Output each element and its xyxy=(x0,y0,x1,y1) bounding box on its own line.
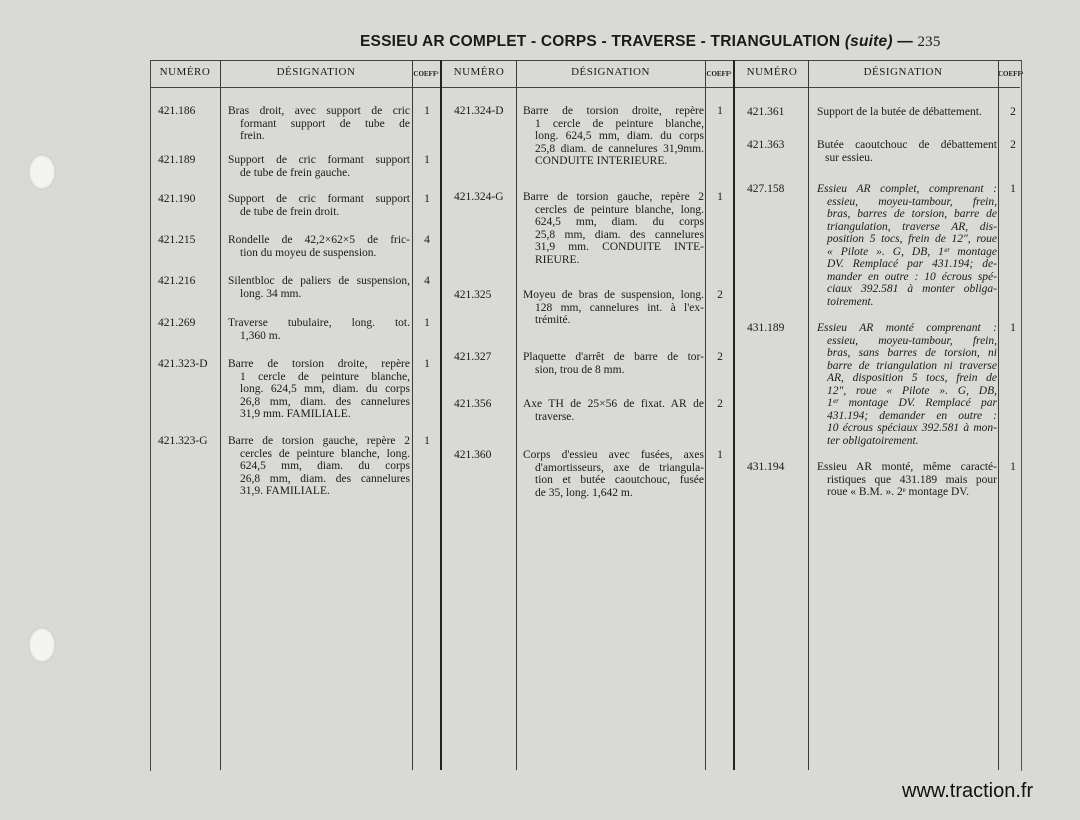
part-qty: 2 xyxy=(1010,106,1016,118)
column-rule xyxy=(808,60,809,770)
part-number: 421.215 xyxy=(158,234,196,246)
part-number: 421.360 xyxy=(454,449,492,461)
column-group-rule xyxy=(733,60,735,770)
part-qty: 1 xyxy=(1010,322,1016,334)
part-number: 421.327 xyxy=(454,351,492,363)
column-group-rule xyxy=(440,60,442,770)
col-head-coeff-1: COEFFᵗ xyxy=(413,70,439,78)
page-header xyxy=(360,33,1010,55)
part-designation: Axe TH de 25×56 de fixat. AR de traverse. xyxy=(523,398,704,423)
part-qty: 1 xyxy=(717,105,723,117)
part-designation: Traverse tubulaire, long. tot. 1,360 m. xyxy=(228,317,410,342)
part-designation: Plaquette d'arrêt de barre de tor- sion, trou de 8 mm. xyxy=(523,351,704,376)
part-qty: 1 xyxy=(424,358,430,370)
part-number: 421.323-G xyxy=(158,435,208,447)
part-qty: 1 xyxy=(424,193,430,205)
column-rule xyxy=(220,60,221,770)
part-number: 421.324-D xyxy=(454,105,504,117)
part-designation: Rondelle de 42,2×62×5 de fric- tion du moyeu de suspension. xyxy=(228,234,410,259)
site-watermark: www.traction.fr xyxy=(902,780,1034,802)
column-rule xyxy=(412,60,413,770)
part-designation: Essieu AR monté comprenant : essieu, moyeu-tambour, frein, bras, sans barres de torsion, ni barre de triangulation ni traverse AR, disposition 5 tocs, frein de 12", roue « Pilote ». G, DB, 1ᵉʳ montage DV. Remplacé par 431.194; demander en outre : 10 écrous spéciaux 392.581 à mon- ter obligatoirement. xyxy=(817,322,997,447)
part-designation: Essieu AR complet, comprenant : essieu, moyeu-tambour, frein, bras, barres de torsion, barre de triangulation, traverse AR, dis- position 5 tocs, frein de 12", roue « Pilote ». G, DB, 1ᵉʳ montage DV. Remplacé par 431.194; de- mander en outre : 10 écrous spé- ciaux 392.581 à monter obliga- toirement. xyxy=(817,183,997,308)
part-qty: 1 xyxy=(1010,183,1016,195)
part-designation: Barre de torsion gauche, repère 2 cercles de peinture blanche, long. 624,5 mm, diam. du corps 26,8 mm, diam. des cannelures 31,9. FAMILIALE. xyxy=(228,435,410,497)
col-head-numero-3: NUMÉRO xyxy=(746,66,798,78)
part-number: 421.361 xyxy=(747,106,785,118)
part-number: 421.323-D xyxy=(158,358,208,370)
part-designation: Support de la butée de débattement. xyxy=(817,106,982,118)
col-head-designation-2: DÉSIGNATION xyxy=(571,66,650,78)
part-qty: 2 xyxy=(1010,139,1016,151)
part-qty: 4 xyxy=(424,275,430,287)
part-qty: 2 xyxy=(717,289,723,301)
page-title-suite: (suite) xyxy=(844,33,893,50)
part-number: 421.189 xyxy=(158,154,196,166)
part-designation: Support de cric formant support de tube de frein droit. xyxy=(228,193,410,218)
part-number: 427.158 xyxy=(747,183,785,195)
part-number: 421.216 xyxy=(158,275,196,287)
part-number: 421.186 xyxy=(158,105,196,117)
part-designation: Bras droit, avec support de cric formant support de tube de frein. xyxy=(228,105,410,142)
header-dash: — xyxy=(897,33,913,50)
part-number: 431.194 xyxy=(747,461,785,473)
col-head-coeff-2: COEFFᵗ xyxy=(706,70,732,78)
part-qty: 1 xyxy=(424,154,430,166)
part-qty: 2 xyxy=(717,398,723,410)
col-head-designation-1: DÉSIGNATION xyxy=(276,66,356,78)
part-qty: 4 xyxy=(424,234,430,246)
part-designation: Barre de torsion droite, repère 1 cercle de peinture blanche, long. 624,5 mm, diam. du corps 26,8 mm, diam. des cannelures 31,9 mm. FAMILIALE. xyxy=(228,358,410,420)
part-qty: 1 xyxy=(1010,461,1016,473)
col-head-numero-2: NUMÉRO xyxy=(453,66,505,78)
part-qty: 1 xyxy=(424,435,430,447)
page-title: ESSIEU AR COMPLET - CORPS - TRAVERSE - TRIANGULATION xyxy=(360,33,841,50)
part-designation: Butée caoutchouc de débattement sur essieu. xyxy=(817,139,997,164)
part-number: 421.190 xyxy=(158,193,196,205)
part-qty: 1 xyxy=(717,449,723,461)
part-qty: 1 xyxy=(424,105,430,117)
part-qty: 2 xyxy=(717,351,723,363)
part-designation: Support de cric formant support de tube de frein gauche. xyxy=(228,154,410,179)
part-number: 421.356 xyxy=(454,398,492,410)
part-designation: Barre de torsion droite, repère 1 cercle de peinture blanche, long. 624,5 mm, diam. du corps 25,8 diam. de cannelures 31,9mm. CONDUITE INTERIEURE. xyxy=(523,105,704,167)
col-head-designation-3: DÉSIGNATION xyxy=(863,66,943,78)
part-number: 421.269 xyxy=(158,317,196,329)
column-rule xyxy=(998,60,999,770)
part-number: 421.325 xyxy=(454,289,492,301)
part-number: 421.363 xyxy=(747,139,785,151)
table-header-rule xyxy=(150,87,1020,88)
part-designation: Essieu AR monté, même caracté- ristiques que 431.189 mais pour roue « B.M. ». 2ᵉ montage DV. xyxy=(817,461,997,498)
punch-hole-bottom xyxy=(28,627,56,663)
part-qty: 1 xyxy=(717,191,723,203)
part-designation: Corps d'essieu avec fusées, axes d'amortisseurs, axe de triangula- tion et butée caoutchouc, fusée de 35, long. 1,642 m. xyxy=(523,449,704,499)
column-rule xyxy=(516,60,517,770)
part-designation: Silentbloc de paliers de suspension, long. 34 mm. xyxy=(228,275,410,300)
page-number: 235 xyxy=(917,34,941,50)
column-rule xyxy=(705,60,706,770)
part-number: 421.324-G xyxy=(454,191,504,203)
col-head-numero-1: NUMÉRO xyxy=(159,66,211,78)
col-head-coeff-3: COEFFᵗ xyxy=(998,70,1024,78)
part-designation: Barre de torsion gauche, repère 2 cercles de peinture blanche, long. 624,5 mm, diam. du corps 25,8 mm, diam. des cannelures 31,9 mm. CONDUITE INTE- RIEURE. xyxy=(523,191,704,266)
part-designation: Moyeu de bras de suspension, long. 128 mm, cannelures int. à l'ex- trémité. xyxy=(523,289,704,326)
part-number: 431.189 xyxy=(747,322,785,334)
punch-hole-top xyxy=(28,154,56,190)
part-qty: 1 xyxy=(424,317,430,329)
